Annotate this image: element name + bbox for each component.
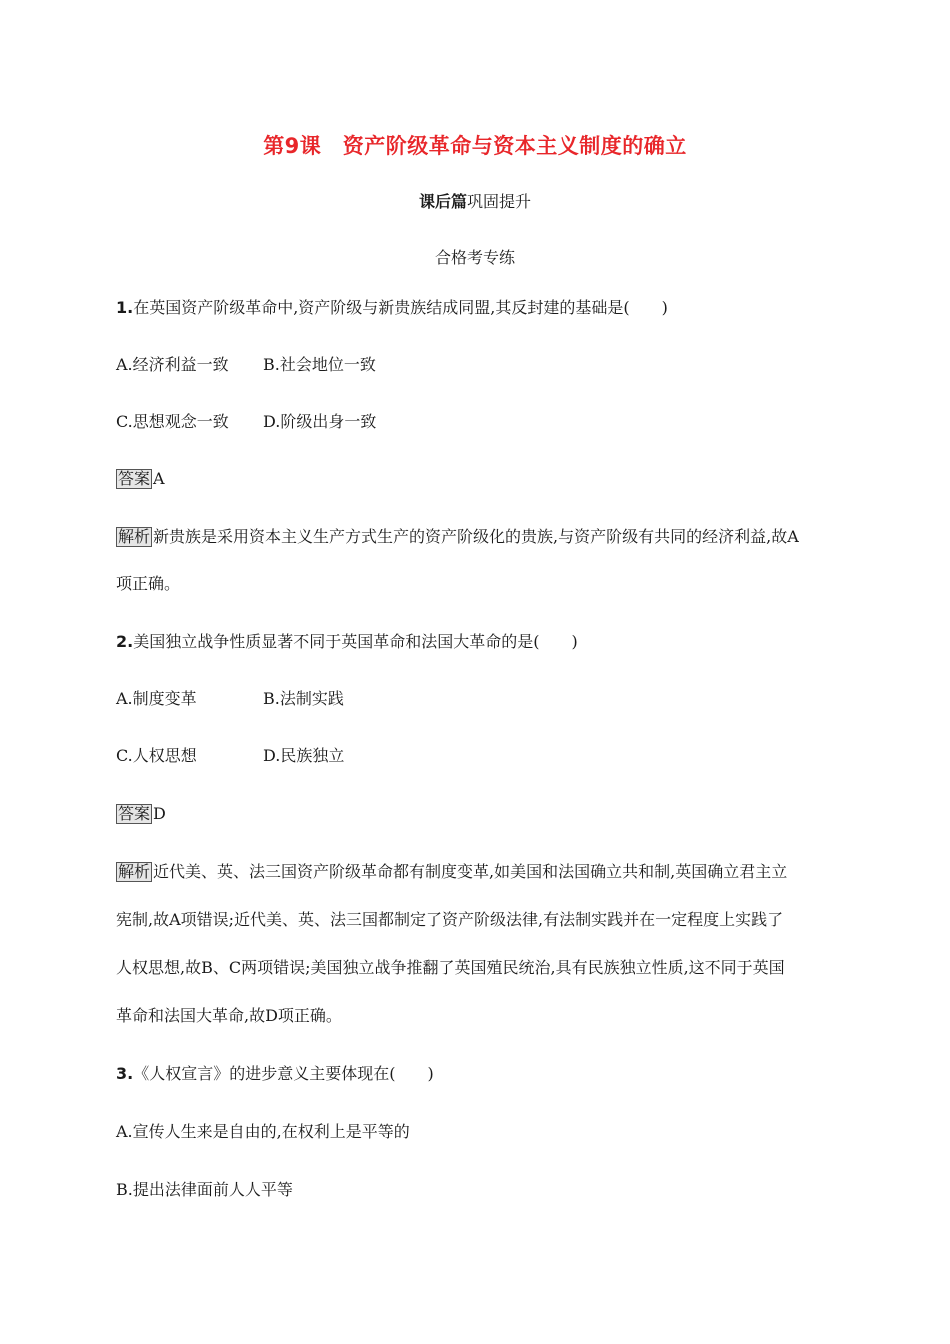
analysis-tag: 解析	[118, 527, 151, 546]
lesson-title: 第9课 资产阶级革命与资本主义制度的确立	[263, 134, 687, 158]
q2-option-a: A.制度变革	[116, 689, 197, 708]
q1-option-a: A.经济利益一致	[116, 355, 229, 374]
q2-analysis-text-1: 近代美、英、法三国资产阶级革命都有制度变革,如美国和法国确立共和制,英国确立君主立	[153, 862, 788, 881]
question-2-answer	[116, 804, 166, 824]
q2-option-c: C.人权思想	[116, 746, 197, 765]
analysis-tag: 解析	[118, 862, 151, 881]
q2-option-d: D.民族独立	[263, 746, 345, 765]
question-3-stem	[116, 1064, 434, 1084]
question-2-text: 美国独立战争性质显著不同于英国革命和法国大革命的是( )	[133, 632, 578, 651]
q1-option-b: B.社会地位一致	[263, 355, 376, 374]
q3-option-a: A.宣传人生来是自由的,在权利上是平等的	[116, 1122, 410, 1141]
question-2-stem	[116, 632, 578, 652]
answer-tag: 答案	[118, 804, 151, 823]
subtitle	[0, 189, 950, 212]
section-heading: 合格考专练	[434, 248, 515, 267]
question-1-number: 1.	[116, 298, 134, 317]
question-2-analysis-line-2: 宪制,故A项错误;近代美、英、法三国都制定了资产阶级法律,有法制实践并在一定程度上实践了	[116, 910, 784, 929]
q3-option-b: B.提出法律面前人人平等	[116, 1180, 293, 1199]
q2-option-b: B.法制实践	[263, 689, 344, 708]
question-2-number: 2.	[116, 632, 134, 651]
question-3-text: 《人权宣言》的进步意义主要体现在( )	[133, 1064, 434, 1083]
q1-option-d: D.阶级出身一致	[263, 412, 377, 431]
question-3-number: 3.	[116, 1064, 134, 1083]
q1-option-c: C.思想观念一致	[116, 412, 229, 431]
question-1-analysis-line-2: 项正确。	[116, 574, 181, 593]
q1-analysis-text-1: 新贵族是采用资本主义生产方式生产的资产阶级化的贵族,与资产阶级有共同的经济利益,故A	[153, 527, 799, 546]
question-2-options-row-1	[116, 689, 344, 709]
question-1-options-row-2	[116, 412, 376, 432]
q1-answer-value: A	[153, 469, 165, 488]
question-2-options-row-2	[116, 746, 344, 766]
question-1-options-row-1	[116, 355, 376, 375]
question-1-text: 在英国资产阶级革命中,资产阶级与新贵族结成同盟,其反封建的基础是( )	[133, 298, 668, 317]
subtitle-rest: 巩固提升	[467, 192, 532, 211]
question-1-stem	[116, 298, 668, 318]
question-2-analysis-line-3: 人权思想,故B、C两项错误;美国独立战争推翻了英国殖民统治,具有民族独立性质,这不同于英国	[116, 958, 785, 977]
question-1-answer	[116, 469, 165, 489]
q2-answer-value: D	[153, 804, 166, 823]
subtitle-bold: 课后篇	[418, 192, 467, 211]
answer-tag: 答案	[118, 469, 151, 488]
question-2-analysis-line-1	[116, 862, 787, 882]
question-2-analysis-line-4: 革命和法国大革命,故D项正确。	[116, 1006, 342, 1025]
question-1-analysis-line-1	[116, 527, 799, 547]
